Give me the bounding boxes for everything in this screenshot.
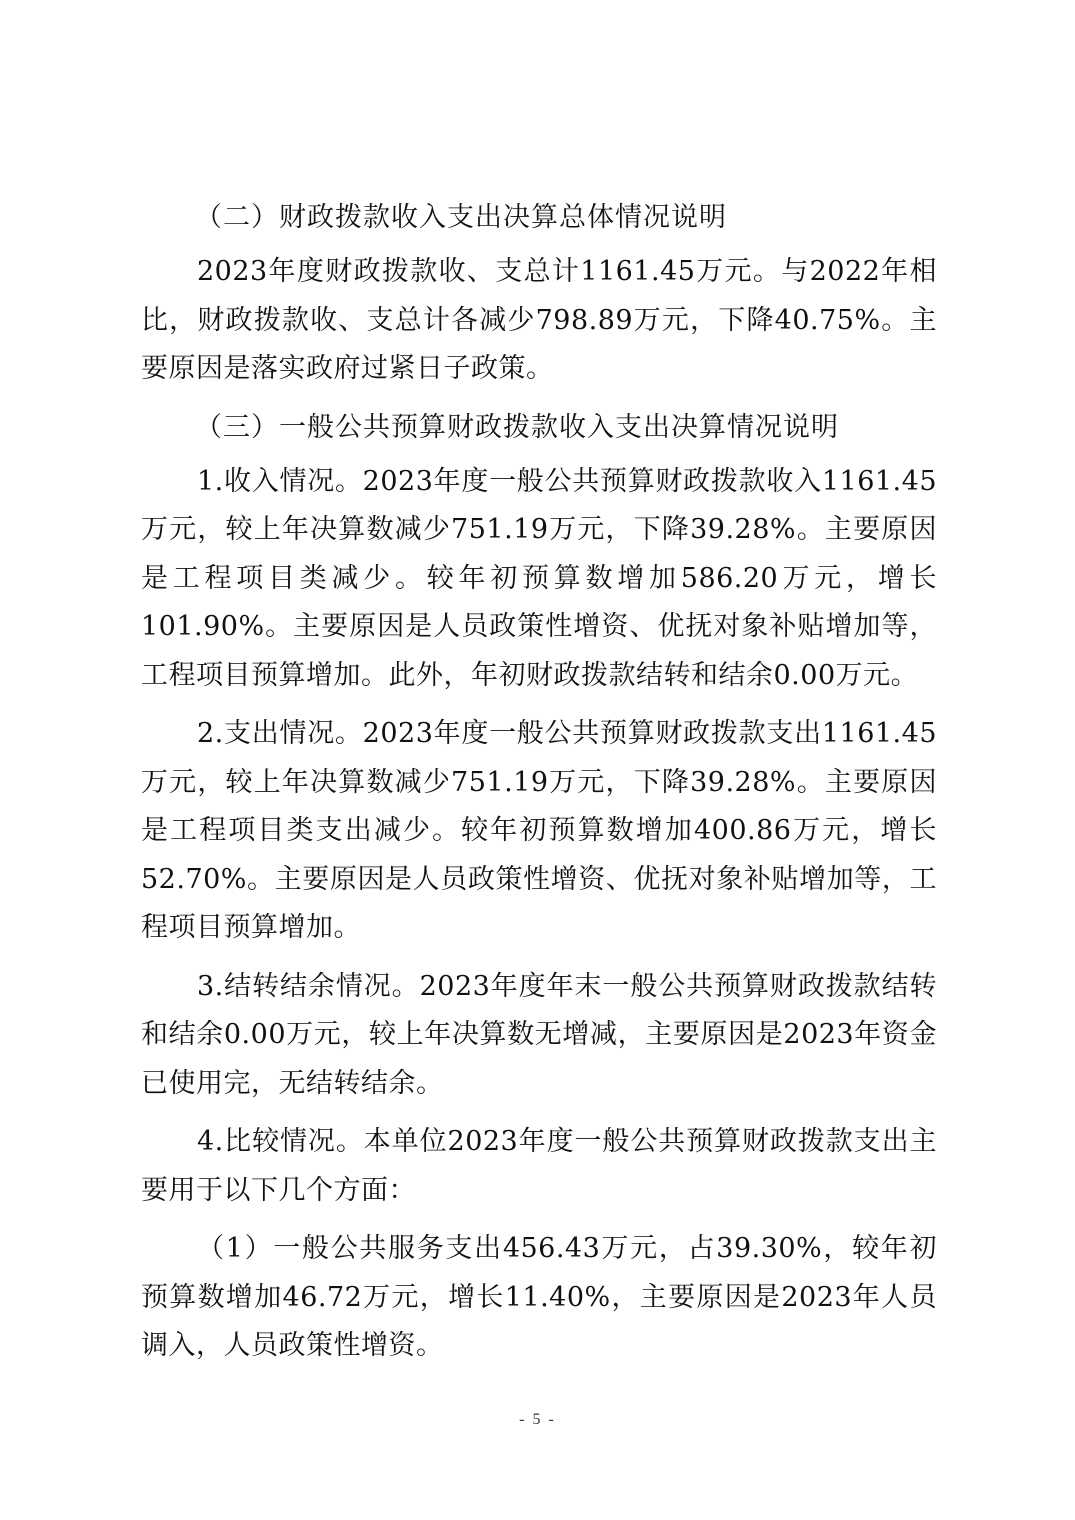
section-heading-3: （三）一般公共预算财政拨款收入支出决算情况说明	[195, 411, 839, 443]
paragraph-general-public-services: （1）一般公共服务支出456.43万元，占39.30%，较年初预算数增加46.72万元，增长11.40%，主要原因是2023年人员调入，人员政策性增资。	[141, 1233, 937, 1361]
paragraph-total-overview: 2023年度财政拨款收、支总计1161.45万元。与2022年相比，财政拨款收、支总计各减少798.89万元，下降40.75%。主要原因是落实政府过紧日子政策。	[141, 256, 937, 384]
page-body	[141, 194, 937, 1371]
paragraph-carryover: 3.结转结余情况。2023年度年末一般公共预算财政拨款结转和结余0.00万元，较上年决算数无增减，主要原因是2023年资金已使用完，无结转结余。	[141, 970, 937, 1099]
section-heading-2: （二）财政拨款收入支出决算总体情况说明	[195, 202, 727, 233]
paragraph-expenditure: 2.支出情况。2023年度一般公共预算财政拨款支出1161.45万元，较上年决算数减少751.19万元，下降39.28%。主要原因是工程项目类支出减少。较年初预算数增加400.86万元，增长52.70%。主要原因是人员政策性增资、优抚对象补贴增加等，工程项目预算增加。	[141, 718, 937, 943]
page-number: - 5 -	[519, 1411, 556, 1428]
paragraph-income: 1.收入情况。2023年度一般公共预算财政拨款收入1161.45万元，较上年决算数减少751.19万元，下降39.28%。主要原因是工程项目类减少。较年初预算数增加586.20万元，增长101.90%。主要原因是人员政策性增资、优抚对象补贴增加等，工程项目预算增加。此外，年初财政拨款结转和结余0.00万元。	[141, 465, 937, 691]
paragraph-comparison: 4.比较情况。本单位2023年度一般公共预算财政拨款支出主要用于以下几个方面：	[141, 1126, 937, 1206]
